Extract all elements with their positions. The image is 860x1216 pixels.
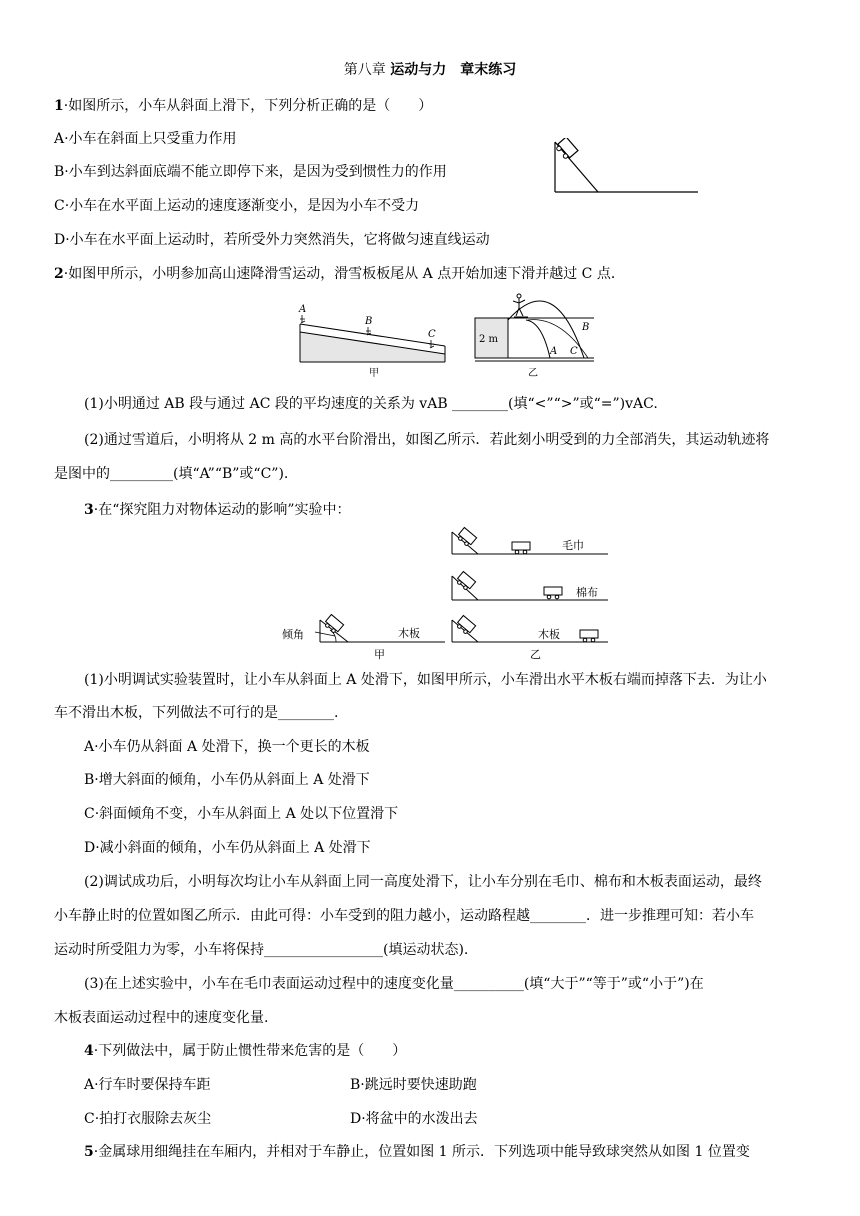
q4-option-a: A·行车时要保持车距	[84, 1077, 211, 1093]
q3-angle-label: 倾角	[282, 628, 304, 641]
q3-stem-text: ·在“探究阻力对物体运动的影响”实验中：	[93, 502, 351, 518]
q2-yi-label-a: A	[550, 346, 558, 357]
q3-yi-caption: 乙	[530, 648, 541, 660]
q3-board-row	[452, 615, 608, 660]
q3-jia-caption: 甲	[374, 648, 385, 660]
q1-number: 1	[54, 98, 64, 114]
q5-stem-text: ·金属球用细绳挂在车厢内，并相对于车静止，位置如图 1 所示．下列选项中能导致球突然从如图 1 位置变	[93, 1144, 750, 1160]
chapter-title: 运动与力 章末练习	[390, 62, 517, 78]
q2-stem-text: ·如图甲所示，小明参加高山速降滑雪运动，滑雪板板尾从 A 点开始加速下滑并越过 C 点．	[63, 266, 625, 282]
q3-cotton-row	[452, 571, 608, 600]
q2-figure-yi	[470, 286, 600, 380]
q1-option-d: D·小车在水平面上运动时，若所受外力突然消失，它将做匀速直线运动	[54, 232, 490, 248]
q4-option-b: B·跳远时要快速助跑	[350, 1077, 477, 1093]
q3-part1-line2: 车不滑出木板，下列做法不可行的是________.	[54, 705, 339, 721]
q2-yi-caption: 乙	[528, 368, 538, 379]
q3-part1-line1: (1)小明调试实验装置时，让小车从斜面上 A 处滑下，如图甲所示，小车滑出水平木板右端而掉落下去．为让小	[84, 672, 767, 688]
q1-option-b: B·小车到达斜面底端不能立即停下来，是因为受到惯性力的作用	[54, 164, 447, 180]
q5-number: 5	[84, 1144, 94, 1160]
q2-number: 2	[54, 266, 64, 282]
q4-stem-text: ·下列做法中，属于防止惯性带来危害的是（ ）	[93, 1043, 407, 1059]
q4-option-c: C·拍打衣服除去灰尘	[84, 1111, 212, 1127]
q3-jia-board-label: 木板	[398, 627, 420, 640]
q3-part3-line2: 木板表面运动过程中的速度变化量.	[54, 1010, 269, 1026]
q3-option-a: A·小车仍从斜面 A 处滑下，换一个更长的木板	[84, 739, 370, 755]
q3-yi-board-label: 木板	[538, 628, 560, 641]
q3-option-c: C·斜面倾角不变，小车从斜面上 A 处以下位置滑下	[84, 806, 399, 822]
q3-part2-line2: 小车静止时的位置如图乙所示．由此可得：小车受到的阻力越小，运动路程越________．进一步推理可知：若小车	[54, 908, 754, 924]
q3-option-d: D·减小斜面的倾角，小车仍从斜面上 A 处滑下	[84, 840, 371, 856]
q5-stem	[84, 1142, 750, 1162]
q3-towel-label: 毛巾	[562, 539, 584, 552]
q2-figure-jia	[295, 300, 455, 380]
q2-yi-height: 2 m	[479, 334, 499, 345]
q4-stem	[84, 1041, 406, 1061]
q1-stem	[54, 96, 432, 116]
q2-yi-label-c: C	[570, 346, 578, 357]
q4-number: 4	[84, 1043, 94, 1059]
q2-part1: (1)小明通过 AB 段与通过 AC 段的平均速度的关系为 vAB ________(填“<”“>”或“=”)vAC.	[84, 396, 658, 412]
q3-option-b: B·增大斜面的倾角，小车仍从斜面上 A 处滑下	[84, 772, 370, 788]
q3-figure	[280, 522, 610, 660]
q2-part2-line2: 是图中的_________(填“A”“B”或“C”).	[54, 466, 289, 482]
q1-stem-text: ·如图所示，小车从斜面上滑下，下列分析正确的是（ ）	[63, 98, 433, 114]
q2-jia-caption: 甲	[369, 368, 379, 379]
q3-part2-line3: 运动时所受阻力为零，小车将保持_________________(填运动状态).	[54, 942, 469, 958]
q3-towel-row	[452, 527, 608, 554]
q3-cotton-label: 棉布	[576, 586, 598, 599]
q2-jia-label-a: A	[299, 304, 307, 315]
q3-part3-line1: (3)在上述实验中，小车在毛巾表面运动过程中的速度变化量__________(填“大于”“等于”或“小于”)在	[84, 976, 704, 992]
page-title	[0, 60, 860, 80]
q3-jia-row	[282, 614, 445, 660]
q1-option-a: A·小车在斜面上只受重力作用	[54, 131, 237, 147]
q1-option-c: C·小车在水平面上运动的速度逐渐变小，是因为小车不受力	[54, 198, 420, 214]
q1-ramp-figure	[550, 138, 702, 196]
q3-stem	[84, 500, 351, 520]
chapter-label: 第八章	[343, 62, 386, 78]
q2-stem	[54, 264, 625, 284]
q4-option-d: D·将盆中的水泼出去	[350, 1111, 478, 1127]
q2-part2-line1: (2)通过雪道后，小明将从 2 m 高的水平台阶滑出，如图乙所示．若此刻小明受到的力全部消失，其运动轨迹将	[84, 432, 770, 448]
q2-yi-label-b: B	[582, 322, 590, 333]
q2-jia-label-b: B	[365, 316, 373, 327]
q3-number: 3	[84, 502, 94, 518]
q3-part2-line1: (2)调试成功后，小明每次均让小车从斜面上同一高度处滑下，让小车分别在毛巾、棉布和木板表面运动，最终	[84, 874, 762, 890]
q2-jia-label-c: C	[428, 329, 436, 340]
